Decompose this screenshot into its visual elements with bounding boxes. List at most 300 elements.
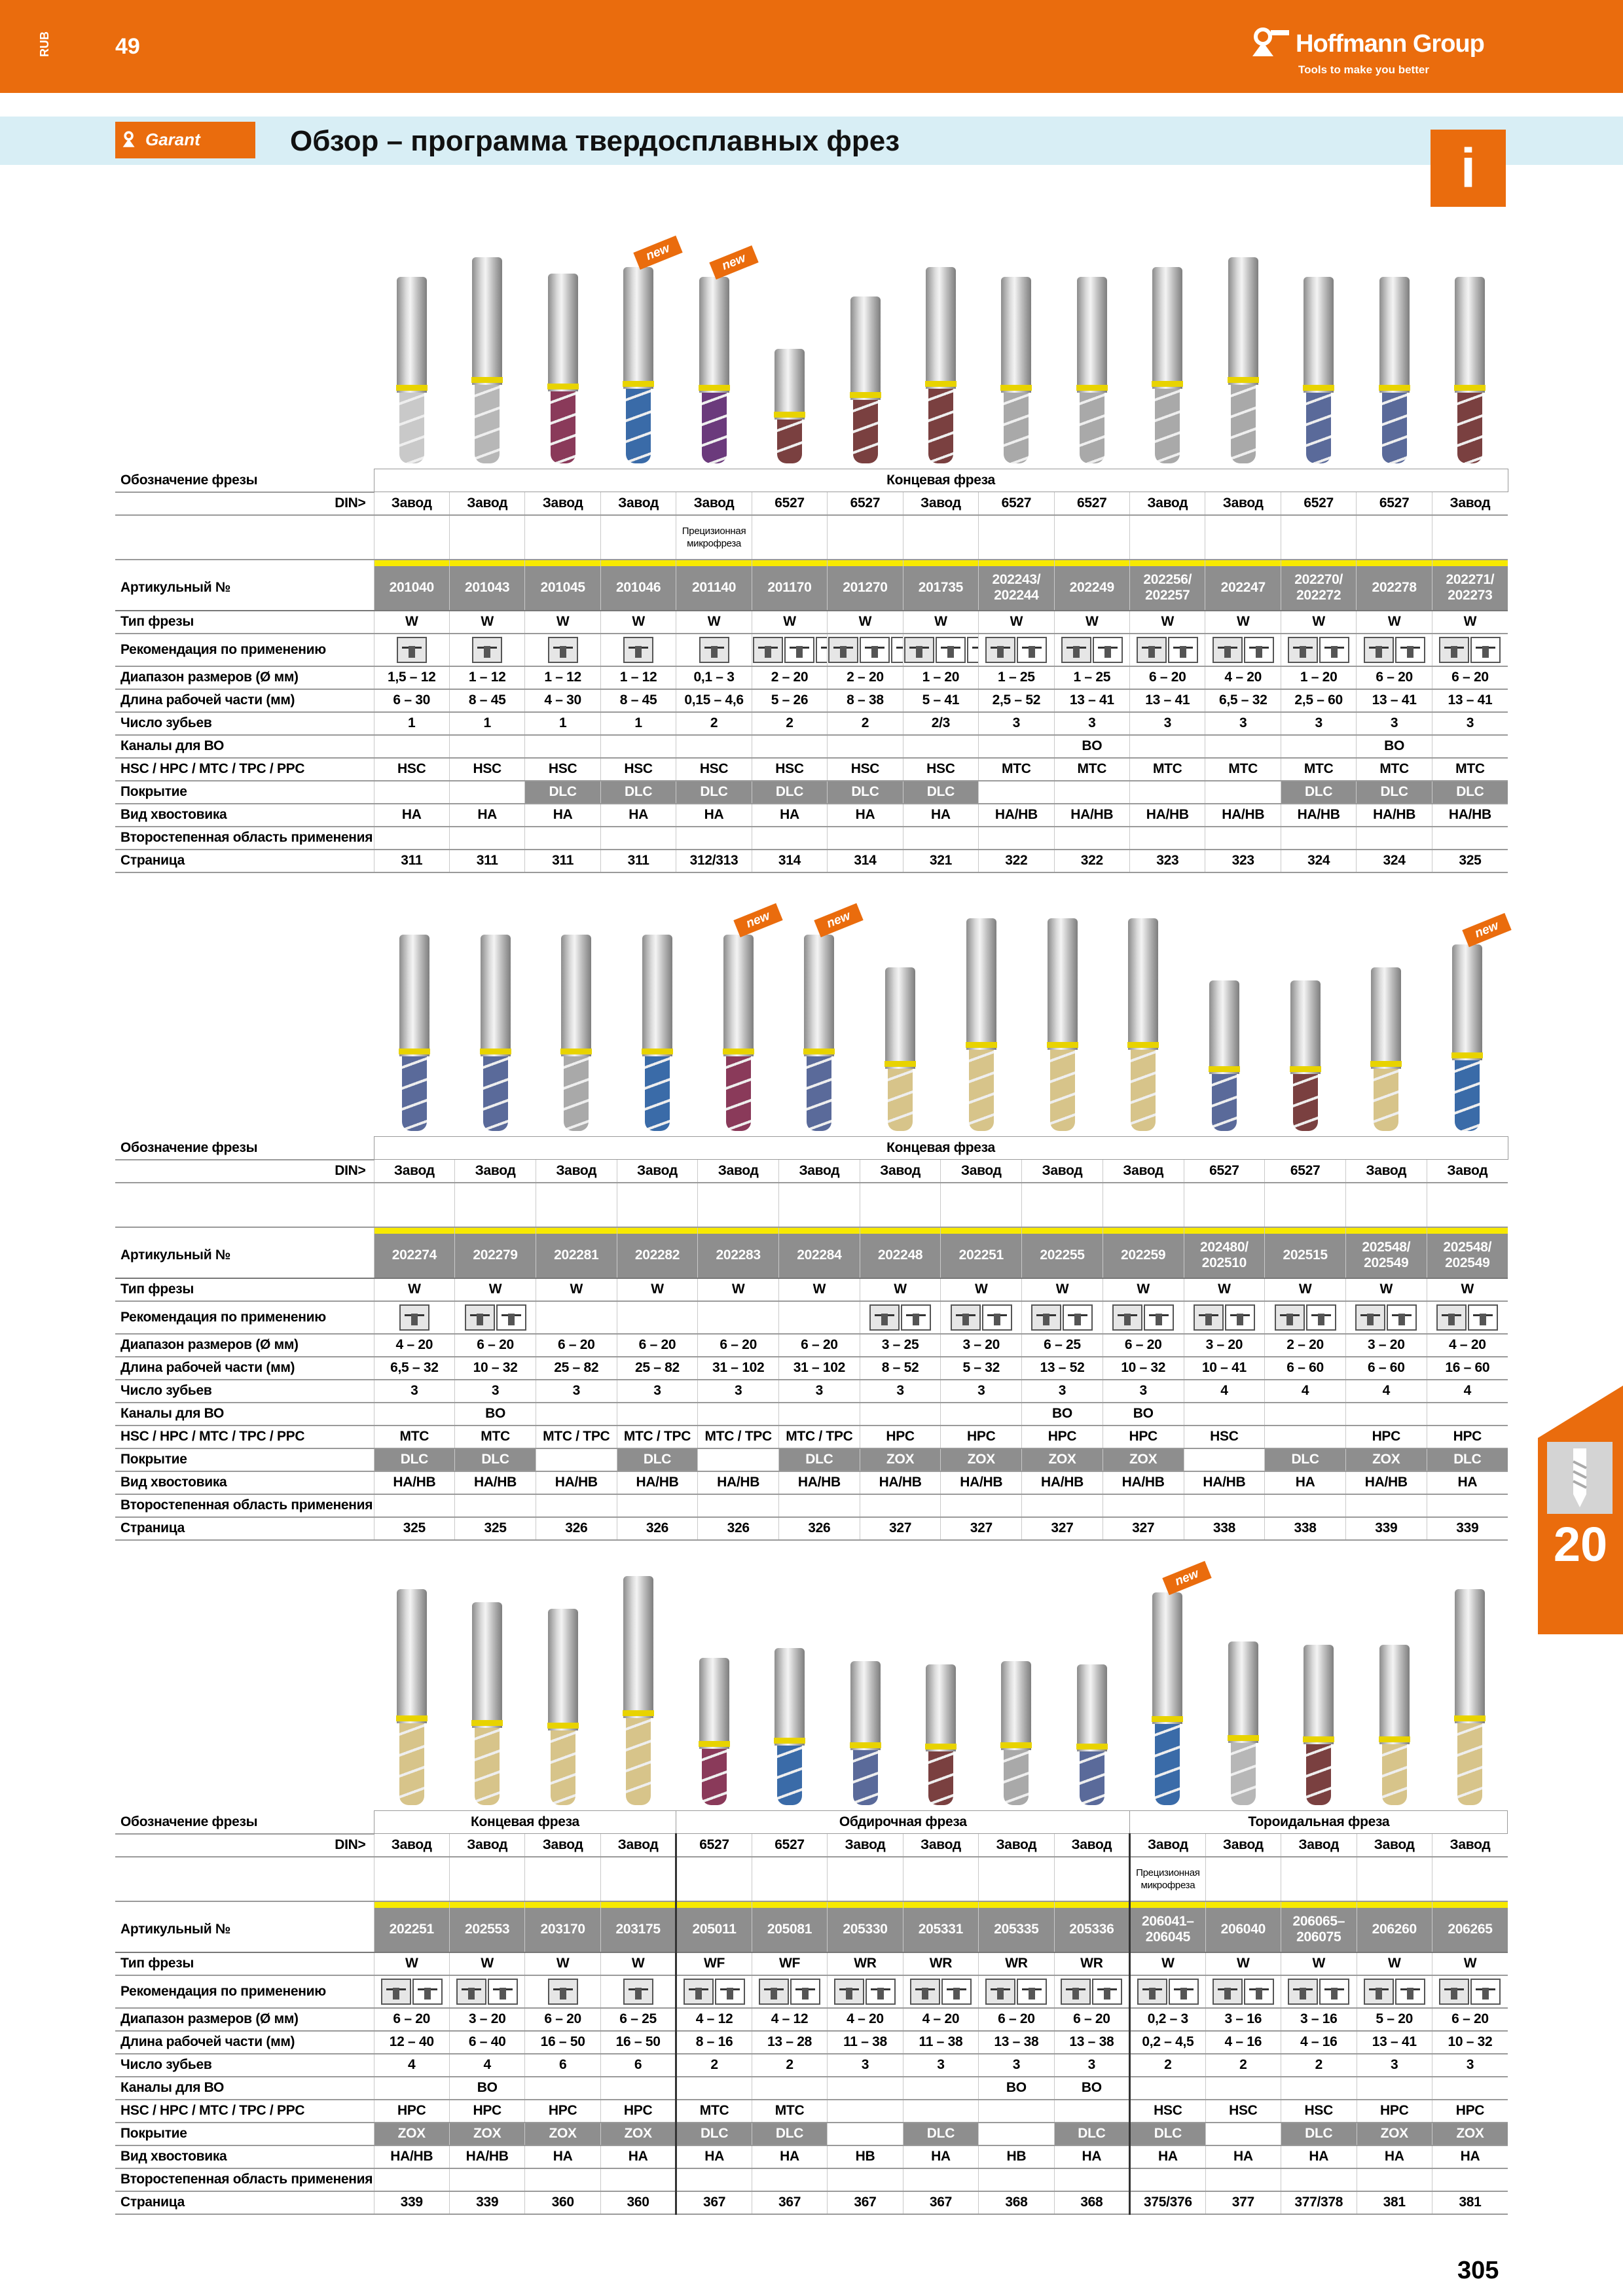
coating-cell: DLC (1054, 2123, 1130, 2145)
page-ref-cell[interactable]: 327 (1103, 1517, 1184, 1540)
tool-ring (1370, 1061, 1402, 1067)
article-number[interactable]: 201046 (600, 566, 676, 611)
article-number[interactable]: 205011 (676, 1908, 752, 1952)
article-number[interactable]: 201140 (676, 566, 752, 611)
shank-cell: HA (1281, 2145, 1357, 2168)
tool-shank (775, 1648, 805, 1746)
page-ref-cell[interactable]: 322 (979, 850, 1054, 872)
teeth-cell: 3 (1432, 712, 1508, 735)
page-ref-cell[interactable]: 311 (374, 850, 449, 872)
diameter-range-cell: 1 – 25 (1054, 666, 1129, 689)
article-number[interactable]: 202283 (698, 1234, 779, 1278)
coating-cell: DLC (752, 2123, 827, 2145)
series-cell: MTC (1130, 758, 1205, 781)
tool-image[interactable] (1077, 277, 1107, 463)
note-cell (1281, 1857, 1357, 1901)
tool-image[interactable] (548, 1609, 578, 1805)
tool-image[interactable] (472, 257, 502, 463)
cutting-length-cell: 6 – 60 (1345, 1357, 1427, 1380)
din-cell: Завод (1103, 1160, 1184, 1183)
secondary-use-cell (1265, 1494, 1346, 1517)
tool-image[interactable] (723, 908, 772, 1131)
row-label-diameter-range: Диапазон размеров (Ø мм) (115, 2008, 374, 2031)
application-icon (1470, 1979, 1501, 2005)
cutting-length-cell: 5 – 26 (752, 689, 827, 712)
shank-cell: HA (1054, 2145, 1130, 2168)
tool-image[interactable] (399, 935, 429, 1131)
page-ref-cell[interactable]: 339 (1427, 1517, 1508, 1540)
tool-image[interactable] (926, 1664, 956, 1805)
note-cell (600, 1857, 676, 1901)
article-number[interactable]: 202278 (1357, 566, 1432, 611)
article-number[interactable]: 202256/ 202257 (1130, 566, 1205, 611)
page-ref-cell[interactable]: 360 (525, 2191, 600, 2214)
tool-image[interactable] (1048, 918, 1078, 1131)
type-cell: W (979, 611, 1054, 634)
tool-shank (926, 1664, 956, 1751)
note-cell (1130, 515, 1205, 560)
tool-image[interactable] (623, 1576, 653, 1805)
garant-logo (115, 122, 255, 158)
recommendation-cell (903, 634, 978, 666)
article-number[interactable]: 202515 (1265, 1234, 1346, 1278)
article-number[interactable]: 202248 (860, 1234, 941, 1278)
article-number[interactable]: 202548/ 202549 (1427, 1234, 1508, 1278)
tool-shank (1228, 1641, 1258, 1743)
type-cell: W (1281, 1952, 1357, 1975)
page-ref-cell[interactable]: 327 (1022, 1517, 1103, 1540)
article-number[interactable]: 202281 (536, 1234, 617, 1278)
tool-ring (1152, 381, 1183, 387)
tool-image[interactable] (1209, 980, 1239, 1131)
page-ref-cell[interactable]: 367 (903, 2191, 978, 2214)
row-label-coating: Покрытие (115, 2123, 374, 2145)
shank-cell: HA/HB (455, 1471, 536, 1494)
page-ref-cell[interactable]: 368 (979, 2191, 1054, 2214)
tool-flute (1382, 1744, 1407, 1805)
series-cell: MTC (676, 2100, 752, 2123)
tool-image[interactable] (850, 1661, 881, 1805)
page-ref-cell[interactable]: 381 (1357, 2191, 1432, 2214)
article-number[interactable]: 202553 (449, 1908, 524, 1952)
tool-group-label: Концевая фреза (374, 1811, 676, 1834)
page-ref-cell[interactable]: 327 (941, 1517, 1022, 1540)
tool-flute (1050, 1050, 1075, 1131)
article-number[interactable]: 206040 (1205, 1908, 1281, 1952)
page-ref-cell[interactable]: 327 (860, 1517, 941, 1540)
note-cell (1432, 515, 1508, 560)
row-label-recommendation: Рекомендация по применению (115, 1301, 374, 1334)
article-number[interactable]: 202270/ 202272 (1281, 566, 1356, 611)
din-cell: 6527 (1184, 1160, 1265, 1183)
recommendation-cell (374, 1301, 455, 1334)
secondary-use-cell (600, 827, 676, 850)
type-cell: W (1130, 1952, 1205, 1975)
series-cell: HSC (374, 758, 449, 781)
page-ref-cell[interactable]: 377/378 (1281, 2191, 1357, 2214)
tool-shank (397, 277, 427, 393)
info-icon[interactable]: i (1431, 130, 1506, 207)
application-icon (1439, 1979, 1469, 2005)
diameter-range-cell: 1 – 12 (525, 666, 600, 689)
page-ref-cell[interactable]: 314 (828, 850, 903, 872)
article-number[interactable]: 202548/ 202549 (1345, 1234, 1427, 1278)
article-number[interactable]: 201270 (828, 566, 903, 611)
chapter-tab[interactable] (1538, 1386, 1623, 1634)
tool-image[interactable] (1228, 1641, 1258, 1805)
page-ref-cell[interactable]: 377 (1205, 2191, 1281, 2214)
coating-cell (979, 2123, 1054, 2145)
article-number[interactable]: 206265 (1432, 1908, 1508, 1952)
tool-image[interactable] (1077, 1664, 1107, 1805)
coating-cell: DLC (1130, 2123, 1205, 2145)
article-number[interactable]: 206041– 206045 (1130, 1908, 1205, 1952)
tool-image[interactable] (850, 296, 881, 463)
page-ref-cell[interactable]: 324 (1281, 850, 1356, 872)
tool-image[interactable] (1290, 980, 1321, 1131)
diameter-range-cell: 4 – 12 (676, 2008, 752, 2031)
article-number[interactable]: 201735 (903, 566, 978, 611)
tool-flute (1455, 1060, 1480, 1131)
application-icon (1144, 1304, 1174, 1331)
article-number[interactable]: 202251 (941, 1234, 1022, 1278)
tool-image[interactable] (1228, 257, 1258, 463)
type-cell: W (1432, 1952, 1508, 1975)
page-ref-cell[interactable]: 375/376 (1130, 2191, 1205, 2214)
tool-flute (969, 1050, 994, 1131)
application-icon (548, 637, 578, 663)
type-cell: W (941, 1278, 1022, 1301)
article-number[interactable]: 205336 (1054, 1908, 1130, 1952)
article-number[interactable]: 201045 (525, 566, 600, 611)
application-icon (891, 637, 903, 663)
application-icon (1355, 1304, 1385, 1331)
diameter-range-cell: 1 – 25 (979, 666, 1054, 689)
page-ref-cell[interactable]: 312/313 (676, 850, 752, 872)
note-cell (374, 1183, 455, 1227)
page-ref-cell[interactable]: 368 (1054, 2191, 1130, 2214)
tool-shank (885, 967, 915, 1069)
spec-table-3 (115, 1810, 1508, 2215)
tool-image[interactable] (1152, 267, 1182, 463)
article-number[interactable]: 202274 (374, 1234, 455, 1278)
cutting-length-cell: 4 – 16 (1205, 2031, 1281, 2054)
recommendation-cell (525, 634, 600, 666)
cutting-length-cell: 13 – 52 (1022, 1357, 1103, 1380)
article-number[interactable]: 202279 (455, 1234, 536, 1278)
application-icon (684, 1979, 714, 2005)
row-label-coating: Покрытие (115, 781, 374, 804)
application-icon (1468, 1304, 1498, 1331)
page-ref-cell[interactable]: 322 (1054, 850, 1129, 872)
tool-image[interactable] (804, 908, 853, 1131)
page-ref-cell[interactable]: 326 (779, 1517, 860, 1540)
din-cell: Завод (617, 1160, 698, 1183)
article-number[interactable]: 202271/ 202273 (1432, 566, 1508, 611)
article-number[interactable]: 203175 (600, 1908, 676, 1952)
diameter-range-cell: 2 – 20 (1265, 1334, 1346, 1357)
page-ref-cell[interactable]: 339 (1345, 1517, 1427, 1540)
recommendation-cell (600, 1975, 676, 2008)
tool-image[interactable] (775, 349, 805, 463)
article-number[interactable]: 206260 (1357, 1908, 1432, 1952)
note-cell (752, 1857, 827, 1901)
article-number[interactable]: 203170 (525, 1908, 600, 1952)
coating-cell: ZOX (1345, 1448, 1427, 1471)
tool-image[interactable] (1452, 918, 1501, 1131)
article-number[interactable]: 202243/ 202244 (979, 566, 1054, 611)
series-cell: HPC (1427, 1426, 1508, 1448)
cutting-length-cell: 6 – 60 (1265, 1357, 1346, 1380)
tool-flute (777, 420, 802, 463)
article-number[interactable]: 202251 (374, 1908, 449, 1952)
article-number[interactable]: 202249 (1054, 566, 1129, 611)
drill-icon (1547, 1442, 1613, 1514)
recommendation-cell (449, 634, 524, 666)
tool-image[interactable] (1371, 967, 1401, 1131)
type-cell: W (455, 1278, 536, 1301)
tool-group-label: Тороидальная фреза (1130, 1811, 1508, 1834)
page-ref-cell[interactable]: 381 (1432, 2191, 1508, 2214)
garant-text: Garant (145, 130, 200, 149)
article-number[interactable]: 201043 (449, 566, 524, 611)
article-number[interactable]: 202282 (617, 1234, 698, 1278)
note-cell: Прецизионная микрофреза (676, 515, 752, 560)
series-cell: MTC (752, 2100, 827, 2123)
cutting-length-cell: 13 – 28 (752, 2031, 827, 2054)
tool-shank (926, 267, 956, 389)
tool-image[interactable] (1455, 1589, 1485, 1805)
type-cell: W (525, 1952, 600, 1975)
coating-cell: DLC (676, 781, 752, 804)
tool-ring (774, 1738, 805, 1744)
secondary-use-cell (828, 827, 903, 850)
article-number[interactable]: 202255 (1022, 1234, 1103, 1278)
article-number[interactable]: 202259 (1103, 1234, 1184, 1278)
recommendation-cell (698, 1301, 779, 1334)
secondary-use-cell (525, 827, 600, 850)
type-cell: W (1357, 611, 1432, 634)
coating-cell (979, 781, 1054, 804)
series-cell (979, 2100, 1054, 2123)
din-cell: 6527 (752, 492, 827, 515)
page-ref-cell[interactable]: 326 (698, 1517, 779, 1540)
tool-ring (642, 1049, 673, 1054)
secondary-use-cell (1054, 827, 1129, 850)
tool-image[interactable] (885, 967, 915, 1131)
tool-image[interactable] (1128, 918, 1158, 1131)
article-number[interactable]: 205330 (828, 1908, 903, 1952)
tool-flute (475, 1728, 500, 1805)
tool-shank (1128, 918, 1158, 1050)
din-cell: Завод (903, 1834, 978, 1857)
tool-image[interactable] (623, 241, 672, 463)
diameter-range-cell: 6 – 20 (779, 1334, 860, 1357)
page-ref-cell[interactable]: 321 (903, 850, 978, 872)
tool-image[interactable] (548, 274, 578, 463)
article-number[interactable]: 202247 (1205, 566, 1281, 611)
coolant-cell (979, 735, 1054, 758)
article-number[interactable]: 202284 (779, 1234, 860, 1278)
page-ref-cell[interactable]: 339 (374, 2191, 449, 2214)
secondary-use-cell (860, 1494, 941, 1517)
recommendation-cell (374, 1975, 449, 2008)
note-cell (1357, 1857, 1432, 1901)
din-cell: Завод (676, 492, 752, 515)
shank-cell: HA/HB (1130, 804, 1205, 827)
cutting-length-cell: 0,2 – 4,5 (1130, 2031, 1205, 2054)
page-ref-cell[interactable]: 367 (752, 2191, 827, 2214)
tool-ring (1228, 377, 1259, 383)
page-ref-cell[interactable]: 311 (600, 850, 676, 872)
tool-image[interactable] (1304, 277, 1334, 463)
tool-image[interactable] (1455, 277, 1485, 463)
article-number[interactable]: 202480/ 202510 (1184, 1234, 1265, 1278)
tool-image[interactable] (472, 1602, 502, 1805)
application-icon (1288, 1979, 1318, 2005)
type-cell: W (1265, 1278, 1346, 1301)
page-ref-cell[interactable]: 325 (1432, 850, 1508, 872)
page-ref-cell[interactable]: 314 (752, 850, 827, 872)
tool-image[interactable] (1001, 277, 1031, 463)
article-number[interactable]: 205081 (752, 1908, 827, 1952)
tool-image[interactable] (561, 935, 591, 1131)
diameter-range-cell: 4 – 12 (752, 2008, 827, 2031)
application-icon (1244, 1979, 1274, 2005)
article-number[interactable]: 206065– 206075 (1281, 1908, 1357, 1952)
tool-shank (472, 1602, 502, 1728)
coolant-cell (779, 1403, 860, 1426)
note-cell (752, 515, 827, 560)
tool-image[interactable] (699, 251, 748, 463)
shank-cell: HA/HB (1345, 1471, 1427, 1494)
recommendation-cell (1281, 1975, 1357, 2008)
application-icon (1061, 1979, 1091, 2005)
series-cell: MTC (1054, 758, 1129, 781)
page-ref-cell[interactable]: 338 (1184, 1517, 1265, 1540)
application-icon (1017, 637, 1047, 663)
article-number[interactable]: 201170 (752, 566, 827, 611)
secondary-use-cell (779, 1494, 860, 1517)
tool-image[interactable] (775, 1648, 805, 1805)
coolant-cell (752, 735, 827, 758)
diameter-range-cell: 6 – 20 (617, 1334, 698, 1357)
application-icon (412, 1979, 443, 2005)
tool-image[interactable] (642, 935, 672, 1131)
page-ref-cell[interactable]: 326 (536, 1517, 617, 1540)
tool-image[interactable] (397, 277, 427, 463)
recommendation-cell (752, 1975, 827, 2008)
teeth-cell: 3 (536, 1380, 617, 1403)
tool-image[interactable] (1001, 1661, 1031, 1805)
tool-image[interactable] (1379, 1645, 1410, 1805)
type-cell: W (1184, 1278, 1265, 1301)
recommendation-cell (1265, 1301, 1346, 1334)
application-icon (623, 637, 653, 663)
tool-image[interactable] (926, 267, 956, 463)
recommendation-cell (1103, 1301, 1184, 1334)
note-cell (828, 1857, 903, 1901)
diameter-range-cell: 6 – 20 (536, 1334, 617, 1357)
tool-image[interactable] (1152, 1566, 1201, 1805)
page-ref-cell[interactable]: 360 (600, 2191, 676, 2214)
note-cell (979, 515, 1054, 560)
din-cell: Завод (1281, 1834, 1357, 1857)
page-ref-cell[interactable]: 311 (525, 850, 600, 872)
application-icon (1436, 1304, 1467, 1331)
coating-cell (1184, 1448, 1265, 1471)
recommendation-cell (1345, 1301, 1427, 1334)
secondary-use-cell (676, 827, 752, 850)
page-ref-cell[interactable]: 325 (374, 1517, 455, 1540)
tool-shank (642, 935, 672, 1056)
row-label-series: HSC / HPC / MTC / TPC / PPC (115, 2100, 374, 2123)
application-icon (1194, 1304, 1224, 1331)
tool-ring (399, 1049, 430, 1054)
recommendation-cell (979, 1975, 1054, 2008)
tool-shank (699, 1658, 729, 1749)
brand-logo[interactable] (1247, 27, 1509, 80)
tool-flute (1231, 1743, 1256, 1805)
coating-cell: ZOX (374, 2123, 449, 2145)
teeth-cell: 3 (903, 2054, 978, 2077)
page-ref-cell[interactable]: 326 (617, 1517, 698, 1540)
tool-ring (884, 1061, 916, 1067)
page-ref-cell[interactable]: 323 (1130, 850, 1205, 872)
tool-shank (1452, 944, 1482, 1060)
tool-image[interactable] (699, 1658, 729, 1805)
recommendation-cell (1432, 634, 1508, 666)
tool-shank (723, 935, 754, 1056)
cutting-length-cell: 8 – 16 (676, 2031, 752, 2054)
teeth-cell: 2 (828, 712, 903, 735)
tool-image[interactable] (1304, 1645, 1334, 1805)
page-ref-cell[interactable]: 325 (455, 1517, 536, 1540)
tool-image[interactable] (966, 918, 996, 1131)
din-cell: Завод (1432, 1834, 1508, 1857)
coolant-cell (860, 1403, 941, 1426)
diameter-range-cell: 6 – 25 (600, 2008, 676, 2031)
page-ref-cell[interactable]: 367 (676, 2191, 752, 2214)
tool-flute (475, 385, 500, 463)
secondary-use-cell (903, 827, 978, 850)
tool-flute (1004, 393, 1029, 463)
coolant-cell (1432, 735, 1508, 758)
din-cell: 6527 (1054, 492, 1129, 515)
page-ref-cell[interactable]: 324 (1357, 850, 1432, 872)
tool-image[interactable] (1379, 277, 1410, 463)
page-ref-cell[interactable]: 311 (449, 850, 524, 872)
cutting-length-cell: 6 – 40 (449, 2031, 524, 2054)
page-ref-cell[interactable]: 323 (1205, 850, 1281, 872)
article-number[interactable]: 205331 (903, 1908, 978, 1952)
application-icon (1031, 1304, 1061, 1331)
page-ref-cell[interactable]: 338 (1265, 1517, 1346, 1540)
diameter-range-cell: 6 – 20 (525, 2008, 600, 2031)
row-label-designation: Обозначение фрезы (115, 1137, 374, 1160)
tool-image[interactable] (397, 1589, 427, 1805)
secondary-use-cell (1054, 2168, 1130, 2191)
teeth-cell: 4 (1427, 1380, 1508, 1403)
cutting-length-cell: 10 – 41 (1184, 1357, 1265, 1380)
article-number[interactable]: 205335 (979, 1908, 1054, 1952)
secondary-use-cell (600, 2168, 676, 2191)
page-ref-cell[interactable]: 367 (828, 2191, 903, 2214)
application-icon (1137, 1979, 1167, 2005)
page-ref-cell[interactable]: 339 (449, 2191, 524, 2214)
tool-image[interactable] (481, 935, 511, 1131)
article-number[interactable]: 201040 (374, 566, 449, 611)
